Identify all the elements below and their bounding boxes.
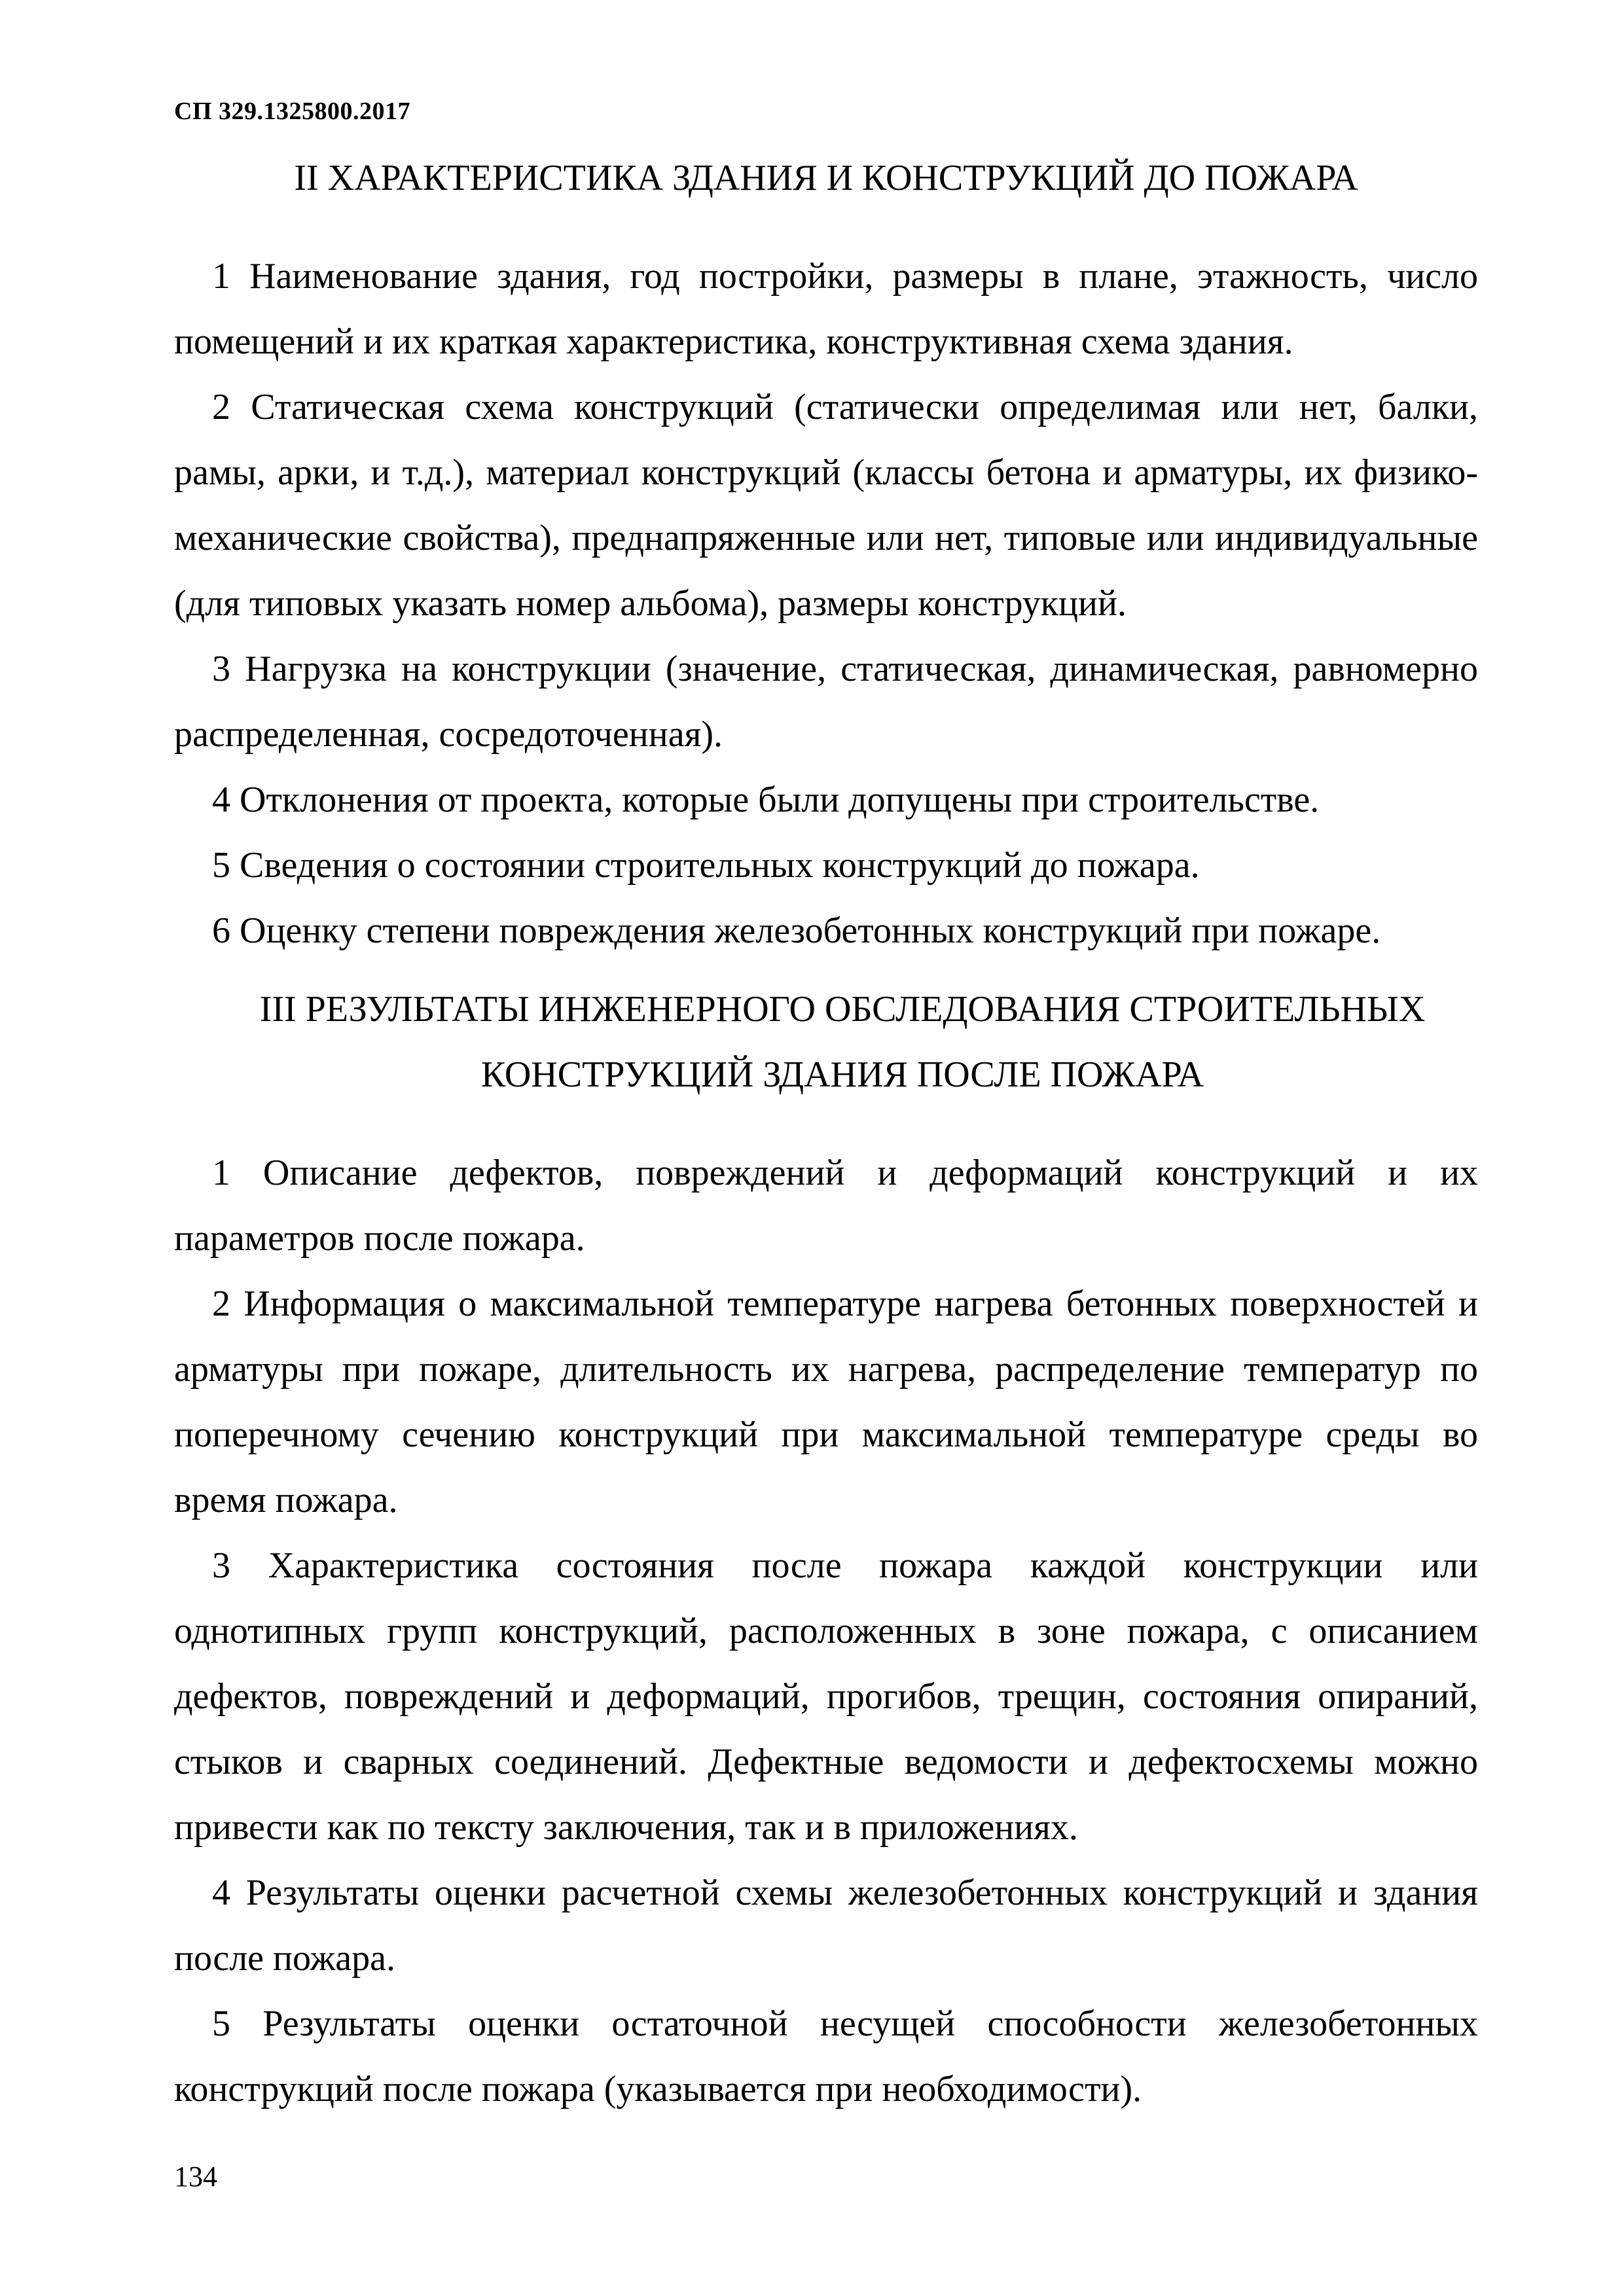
section-3-item: 3 Характеристика состояния после пожара каждой конструкции или однотипных групп конструкций, расположенных в зоне пожара, с описанием дефектов, повреждений и деформаций, прогибов, трещин, состояния опираний, стыков и сварных соединений. Дефектные ведомости и дефектосхемы можно привести как по тексту заключения, так и в приложениях. bbox=[174, 1545, 1478, 1848]
section-3-item: 4 Результаты оценки расчетной схемы железобетонных конструкций и здания после пожара. bbox=[174, 1873, 1478, 1979]
section-2-item: 4 Отклонения от проекта, которые были допущены при строительстве. bbox=[212, 780, 1320, 820]
section-2-item: 2 Статическая схема конструкций (статически определимая или нет, балки, рамы, арки, и т.д.), материал конструкций (классы бетона и арматуры, их физико-механические свойства), преднапряженные или нет, типовые или индивидуальные (для типовых указать номер альбома), размеры конструкций. bbox=[174, 387, 1478, 624]
section-2-item: 5 Сведения о состоянии строительных конструкций до пожара. bbox=[212, 845, 1200, 886]
section-2-heading: II ХАРАКТЕРИСТИКА ЗДАНИЯ И КОНСТРУКЦИЙ ДО ПОЖАРА bbox=[294, 158, 1358, 198]
section-2-item: 6 Оценку степени повреждения железобетонных конструкций при пожаре. bbox=[212, 910, 1381, 951]
section-3-item: 5 Результаты оценки остаточной несущей способности железобетонных конструкций после пожара (указывается при необходимости). bbox=[174, 2003, 1478, 2109]
section-3-heading: III РЕЗУЛЬТАТЫ ИНЖЕНЕРНОГО ОБСЛЕДОВАНИЯ СТРОИТЕЛЬНЫХ КОНСТРУКЦИЙ ЗДАНИЯ ПОСЛЕ ПОЖАРА bbox=[259, 989, 1426, 1095]
page-number: 134 bbox=[174, 2161, 217, 2193]
section-2-item: 3 Нагрузка на конструкции (значение, статическая, динамическая, равномерно распределенная, сосредоточенная). bbox=[174, 649, 1478, 755]
page-content bbox=[174, 145, 1478, 2122]
section-3-item: 2 Информация о максимальной температуре нагрева бетонных поверхностей и арматуры при пожаре, длительность их нагрева, распределение температур по поперечному сечению конструкций при максимальной температуре среды во время пожара. bbox=[174, 1283, 1478, 1520]
section-2-item: 1 Наименование здания, год постройки, размеры в плане, этажность, число помещений и их краткая характеристика, конструктивная схема здания. bbox=[174, 256, 1478, 362]
document-code: СП 329.1325800.2017 bbox=[174, 98, 410, 125]
section-3-item: 1 Описание дефектов, повреждений и деформаций конструкций и их параметров после пожара. bbox=[174, 1153, 1478, 1259]
